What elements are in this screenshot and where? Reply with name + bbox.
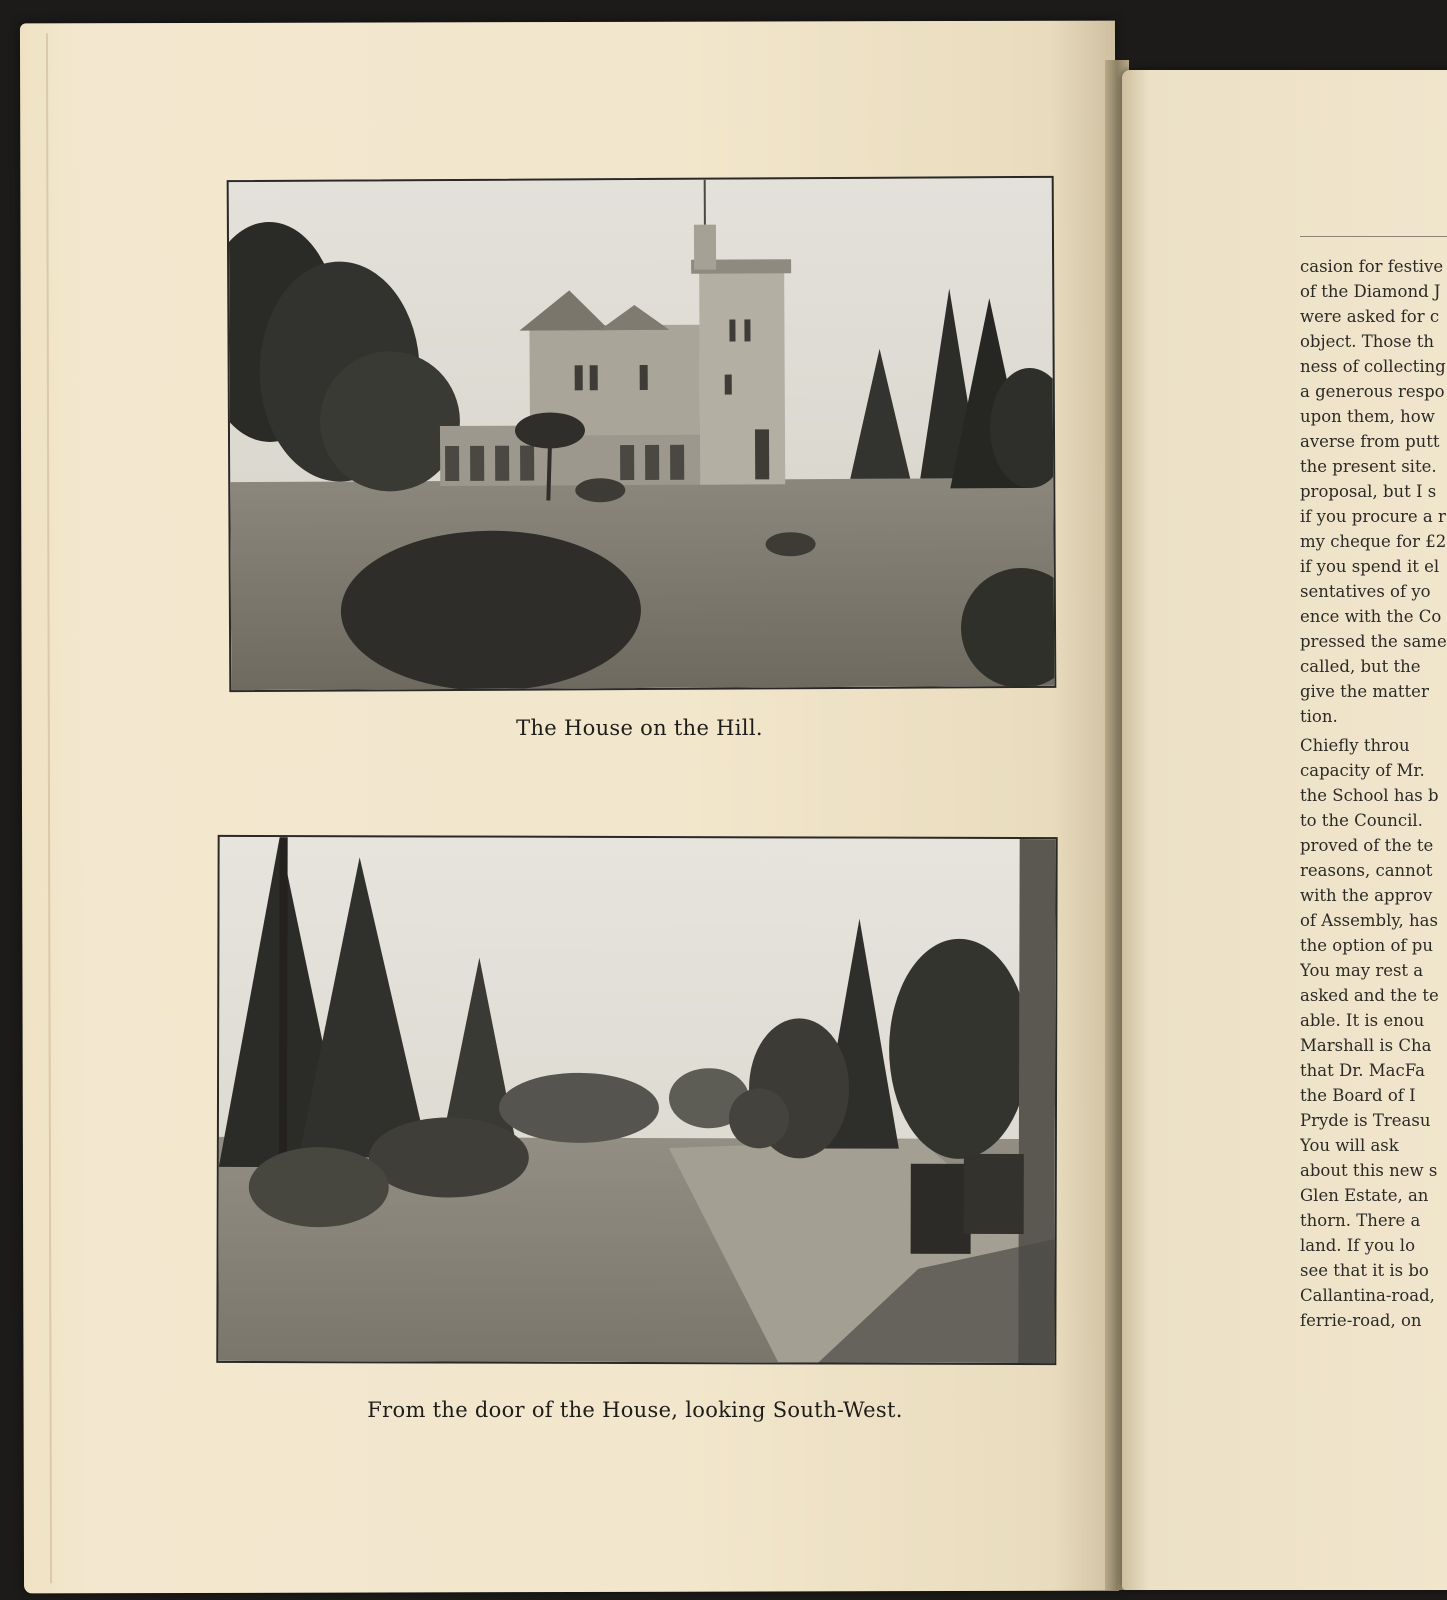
text-line: ness of collecting [1300, 357, 1446, 376]
text-line: land. If you lo [1300, 1236, 1416, 1255]
text-line: if you procure a r [1300, 507, 1446, 526]
text-line: my cheque for £2 [1300, 532, 1447, 551]
text-line: that Dr. MacFa [1300, 1061, 1425, 1080]
text-line: casion for festive [1300, 257, 1444, 276]
text-line: asked and the te [1300, 986, 1439, 1005]
text-line: You may rest a [1300, 961, 1424, 980]
text-line: Callantina-road, [1300, 1286, 1435, 1305]
text-line: the Board of I [1300, 1086, 1416, 1105]
text-line: the School has b [1300, 786, 1439, 805]
text-line: give the matter [1300, 682, 1429, 701]
text-line: capacity of Mr. [1300, 761, 1425, 780]
text-line: reasons, cannot [1300, 861, 1433, 880]
text-line: pressed the same [1300, 632, 1447, 651]
text-line: Pryde is Treasu [1300, 1111, 1431, 1130]
photo-looking-south-west [216, 835, 1057, 1365]
text-line: of the Diamond J [1300, 282, 1441, 301]
right-page-text-column [1300, 254, 1447, 1364]
text-line: averse from putt [1300, 432, 1440, 451]
lawn-photo-image [218, 837, 1055, 1363]
text-line: upon them, how [1300, 407, 1435, 426]
text-line: of Assembly, has [1300, 911, 1438, 930]
caption-house-on-hill: The House on the Hill. [516, 716, 763, 740]
text-line: the present site. [1300, 457, 1437, 476]
text-line: Glen Estate, an [1300, 1186, 1429, 1205]
text-line: were asked for c [1300, 307, 1440, 326]
text-line: about this new s [1300, 1161, 1438, 1180]
house-photo-image [229, 178, 1055, 690]
text-line: to the Council. [1300, 811, 1423, 830]
text-line: ferrie-road, on [1300, 1311, 1422, 1330]
text-line: if you spend it el [1300, 557, 1440, 576]
text-line: proposal, but I s [1300, 482, 1437, 501]
text-line: Marshall is Cha [1300, 1036, 1432, 1055]
text-line: You will ask [1300, 1136, 1399, 1155]
text-line: able. It is enou [1300, 1011, 1425, 1030]
text-line: proved of the te [1300, 836, 1434, 855]
text-line: called, but the [1300, 657, 1421, 676]
text-line: ence with the Co [1300, 607, 1442, 626]
text-line: Chiefly throu [1300, 736, 1410, 755]
text-line: with the approv [1300, 886, 1433, 905]
text-line: the option of pu [1300, 936, 1433, 955]
text-line: tion. [1300, 707, 1338, 726]
right-page-top-rule [1300, 236, 1447, 237]
text-line: thorn. There a [1300, 1211, 1421, 1230]
text-line: object. Those th [1300, 332, 1435, 351]
text-line: sentatives of yo [1300, 582, 1431, 601]
text-line: a generous respo [1300, 382, 1445, 401]
text-line: see that it is bo [1300, 1261, 1429, 1280]
caption-looking-south-west: From the door of the House, looking South-West. [367, 1398, 903, 1422]
photo-house-on-hill [227, 176, 1057, 692]
